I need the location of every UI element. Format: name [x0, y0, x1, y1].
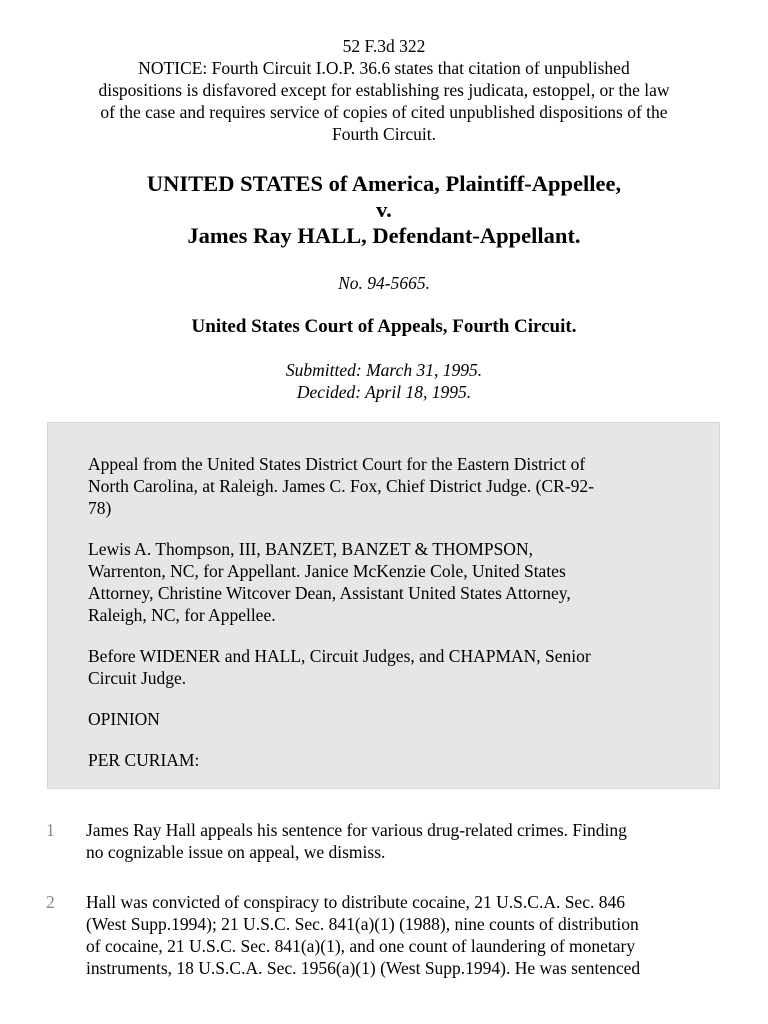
counsel-line: Attorney, Christine Witcover Dean, Assistant United States Attorney, [88, 583, 571, 603]
counsel-line: Lewis A. Thompson, III, BANZET, BANZET & THOMPSON, [88, 539, 533, 559]
notice-line: of the case and requires service of copies of cited unpublished dispositions of the [100, 102, 668, 122]
paragraph-line: instruments, 18 U.S.C.A. Sec. 1956(a)(1) (West Supp.1994). He was sentenced [86, 958, 641, 978]
paragraph-line: no cognizable issue on appeal, we dismiss. [86, 842, 386, 862]
caption-defendant: James Ray HALL, Defendant-Appellant. [187, 223, 581, 248]
paragraph-line: James Ray Hall appeals his sentence for various drug-related crimes. Finding [86, 820, 627, 840]
paragraph-number: 1 [46, 820, 55, 840]
per-curiam: PER CURIAM: [88, 750, 200, 770]
before-line: Before WIDENER and HALL, Circuit Judges, and CHAPMAN, Senior [88, 646, 591, 666]
notice-line: NOTICE: Fourth Circuit I.O.P. 36.6 states that citation of unpublished [138, 58, 630, 78]
appeal-line: Appeal from the United States District Court for the Eastern District of [88, 454, 586, 474]
appeal-line: 78) [88, 498, 112, 518]
case-number: No. 94-5665. [338, 273, 430, 293]
appeal-line: North Carolina, at Raleigh. James C. Fox, Chief District Judge. (CR-92- [88, 476, 594, 496]
caption-plaintiff: UNITED STATES of America, Plaintiff-Appellee, [146, 171, 622, 196]
court-name: United States Court of Appeals, Fourth Circuit. [191, 316, 577, 337]
caption-versus: v. [376, 197, 392, 222]
before-line: Circuit Judge. [88, 668, 187, 688]
opinion-heading: OPINION [88, 709, 160, 729]
paragraph-line: Hall was convicted of conspiracy to distribute cocaine, 21 U.S.C.A. Sec. 846 [86, 892, 625, 912]
paragraph-number: 2 [46, 892, 55, 912]
citation: 52 F.3d 322 [342, 36, 426, 56]
paragraph-line: (West Supp.1994); 21 U.S.C. Sec. 841(a)(1) (1988), nine counts of distribution [86, 914, 639, 934]
counsel-line: Raleigh, NC, for Appellee. [88, 605, 276, 625]
notice-line: dispositions is disfavored except for establishing res judicata, estoppel, or the law [98, 80, 670, 100]
paragraph-line: of cocaine, 21 U.S.C. Sec. 841(a)(1), and one count of laundering of monetary [86, 936, 636, 956]
submitted-date: Submitted: March 31, 1995. [285, 360, 483, 380]
decided-date: Decided: April 18, 1995. [296, 382, 472, 402]
notice-line: Fourth Circuit. [331, 124, 437, 144]
counsel-line: Warrenton, NC, for Appellant. Janice McKenzie Cole, United States [88, 561, 566, 581]
